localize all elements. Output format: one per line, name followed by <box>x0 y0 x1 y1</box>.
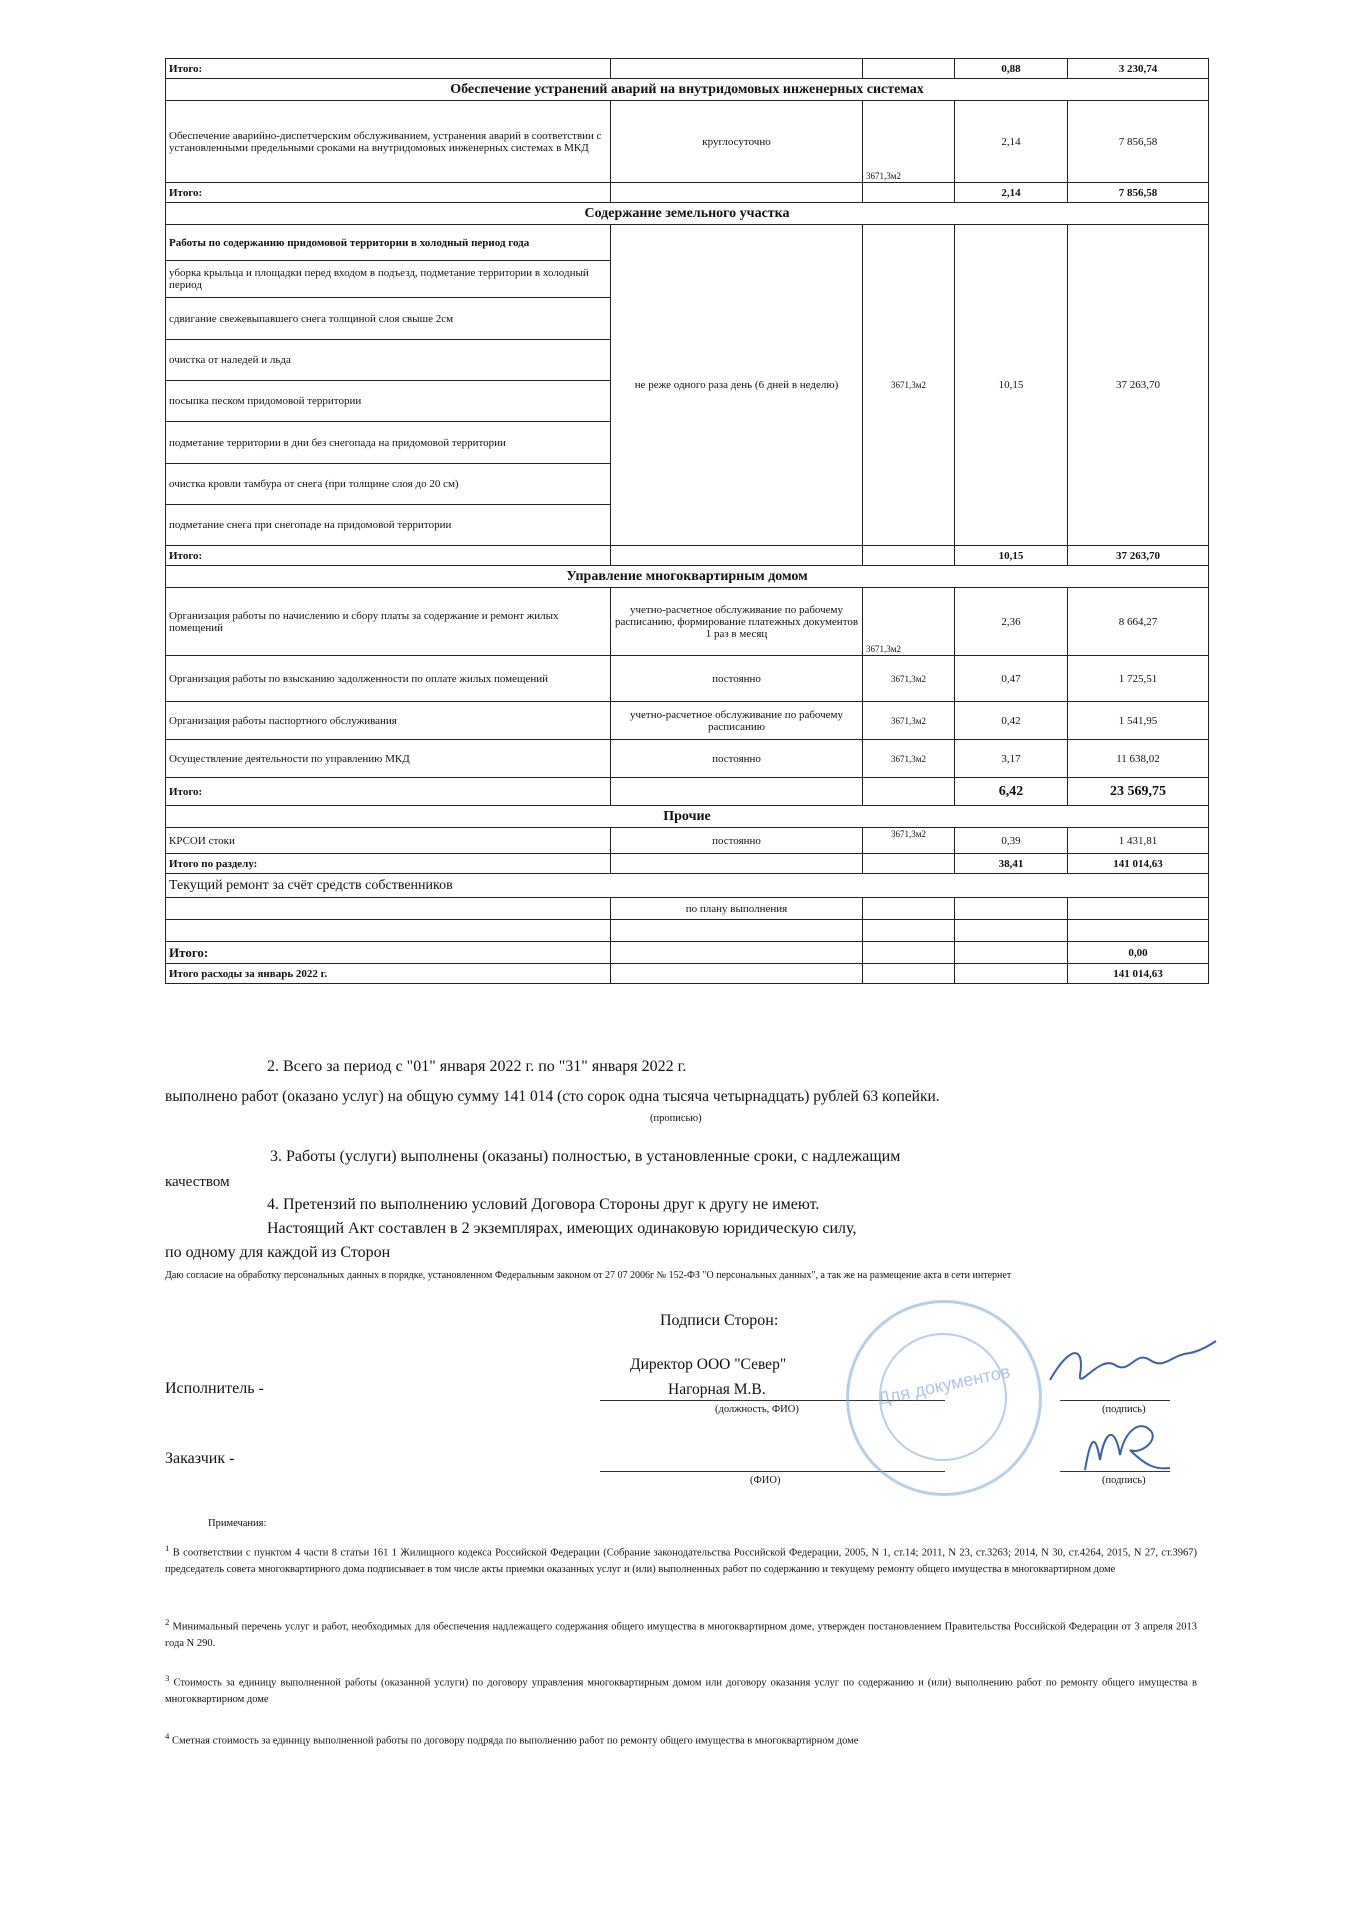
paragraph-4: 4. Претензий по выполнению условий Договора Стороны друг к другу не имеют. <box>267 1196 820 1213</box>
service-description: Работы по содержанию придомовой территории в холодный период года <box>166 225 611 261</box>
service-description: подметание территории в дни без снегопада на придомовой территории <box>166 422 611 464</box>
propisyu-caption: (прописью) <box>650 1113 702 1124</box>
executor-signature <box>1040 1335 1220 1395</box>
section-header: Содержание земельного участка <box>166 203 1209 225</box>
table-row <box>166 225 1209 261</box>
paragraph-3-line2: качеством <box>165 1174 230 1190</box>
note-1: $^1$ В соответствии с пунктом 4 части 8 статьи 161 1 Жилищного кодекса Российской Федерации (Собрание законодательства Российской Федерации, 2005, N 1, ст.14; 2011, N 23, ст.3263; 2014, N 30, ст.4264, 2015, N 27, ст.3967) председатель совета многоквартирного дома подписывает в том числе акты приемки оказанных услуг и (или) выполненных работ по содержанию и текущему ремонту общего имущества в многоквартирном доме <box>165 1543 1198 1575</box>
service-rate: 10,15 <box>955 225 1068 546</box>
notes-title: Примечания: <box>208 1518 267 1529</box>
section-header: Обеспечение устранений аварий на внутридомовых инженерных системах <box>166 79 1209 101</box>
service-description: уборка крыльца и площадки перед входом в подъезд, подметание территории в холодный период <box>166 261 611 298</box>
services-table <box>165 58 1209 984</box>
total-row <box>166 59 1209 79</box>
total-row: Итого: 10,15 37 263,70 <box>166 546 1209 566</box>
service-sum: 7 856,58 <box>1068 101 1209 183</box>
service-description: сдвигание свежевыпавшего снега толщиной слоя свыше 2см <box>166 298 611 340</box>
signatures-title: Подписи Сторон: <box>660 1312 779 1329</box>
table-row: Осуществление деятельности по управлению МКД постоянно 3671,3м2 3,17 11 638,02 <box>166 740 1209 778</box>
customer-label: Заказчик - <box>165 1450 235 1467</box>
service-description: подметание снега при снегопаде на придомовой территории <box>166 505 611 546</box>
paragraph-2-line2: выполнено работ (оказано услуг) на общую сумму 141 014 (сто сорок одна тысяча четырнадцать) рублей 63 копейки. <box>165 1088 940 1105</box>
paragraph-2-line1: 2. Всего за период с "01" января 2022 г. по "31" января 2022 г. <box>267 1058 687 1075</box>
stamp-text: Для документов <box>875 1361 1012 1409</box>
paragraph-5: Настоящий Акт составлен в 2 экземплярах, имеющих одинаковую юридическую силу, <box>267 1220 857 1237</box>
paragraph-3-line1: 3. Работы (услуги) выполнены (оказаны) полностью, в установленные сроки, с надлежащим <box>270 1148 901 1165</box>
service-unit: 3671,3м2 <box>863 101 955 183</box>
executor-sign-caption: (подпись) <box>1102 1404 1146 1415</box>
service-description: Обеспечение аварийно-диспетчерским обслуживанием, устранения аварий в соответствии с установленными предельными сроками на внутридомовых инженерных системах в МКД <box>166 101 611 183</box>
table-row: Организация работы паспортного обслуживания учетно-расчетное обслуживание по рабочему расписанию 3671,3м2 0,42 1 541,95 <box>166 702 1209 740</box>
note-4: $^4$ Сметная стоимость за единицу выполненной работы по договору подряда по выполнению работ по ремонту общего имущества в многоквартирном доме <box>165 1731 859 1747</box>
service-sum: 37 263,70 <box>1068 225 1209 546</box>
company-stamp <box>846 1300 1042 1496</box>
executor-label: Исполнитель - <box>165 1380 264 1397</box>
total-row: Итого по разделу: 38,41 141 014,63 <box>166 854 1209 874</box>
service-frequency: не реже одного раза день (6 дней в неделю) <box>611 225 863 546</box>
total-row: Итого: 0,00 <box>166 942 1209 964</box>
table-row: Организация работы по взысканию задолженности по оплате жилых помещений постоянно 3671,3м2 0,47 1 725,51 <box>166 656 1209 702</box>
table-row: Организация работы по начислению и сбору платы за содержание и ремонт жилых помещений учетно-расчетное обслуживание по рабочему расписанию, формирование платежных документов 1 раз в месяц 3671,3м2 2,36 8 664,27 <box>166 588 1209 656</box>
executor-sign-line <box>1060 1400 1170 1401</box>
table-row: КРСОИ стоки постоянно 3671,3м2 0,39 1 431,81 <box>166 828 1209 854</box>
repair-header-row: Текущий ремонт за счёт средств собственников <box>166 874 1209 898</box>
table-row: по плану выполнения <box>166 898 1209 920</box>
paragraph-5b: по одному для каждой из Сторон <box>165 1244 391 1261</box>
service-rate: 2,14 <box>955 101 1068 183</box>
executor-name: Нагорная М.В. <box>668 1381 766 1398</box>
service-description: очистка кровли тамбура от снега (при толщине слоя до 20 см) <box>166 464 611 505</box>
total-rate: 0,88 <box>955 59 1068 79</box>
service-description: очистка от наледей и льда <box>166 340 611 381</box>
act-table-container <box>165 58 1208 984</box>
grand-total-row: Итого расходы за январь 2022 г. 141 014,63 <box>166 964 1209 984</box>
consent-text: Даю согласие на обработку персональных данных в порядке, установленном Федеральным законом от 27 07 2006г № 152-ФЗ "О персональных данных", а так же на размещение акта в сети интернет <box>165 1270 1012 1281</box>
service-description: посыпка песком придомовой территории <box>166 381 611 422</box>
service-frequency: круглосуточно <box>611 101 863 183</box>
section-header: Управление многоквартирным домом <box>166 566 1209 588</box>
customer-signature <box>1070 1410 1180 1485</box>
table-row <box>166 101 1209 183</box>
customer-sign-caption: (подпись) <box>1102 1475 1146 1486</box>
executor-position: Директор ООО "Север" <box>630 1356 787 1373</box>
table-row <box>166 920 1209 942</box>
executor-caption: (должность, ФИО) <box>715 1404 799 1415</box>
total-label: Итого: <box>166 59 611 79</box>
customer-caption: (ФИО) <box>750 1475 781 1486</box>
note-2: $^2$ Минимальный перечень услуг и работ, необходимых для обеспечения надлежащего содержания общего имущества в многоквартирном доме, утвержден постановлением Правительства Российской Федерации от 3 апреля 2013 года N 290. <box>165 1617 1197 1649</box>
total-sum: 3 230,74 <box>1068 59 1209 79</box>
section-header: Прочие <box>166 806 1209 828</box>
total-row: Итого: 6,42 23 569,75 <box>166 778 1209 806</box>
service-unit: 3671,3м2 <box>863 225 955 546</box>
total-row: Итого: 2,14 7 856,58 <box>166 183 1209 203</box>
note-3: $^3$ Стоимость за единицу выполненной работы (оказанной услуги) по договору управления многоквартирным домом или договору оказания услуг по содержанию и (или) выполнению работ по ремонту общего имущества в многоквартирном доме <box>165 1673 1198 1705</box>
